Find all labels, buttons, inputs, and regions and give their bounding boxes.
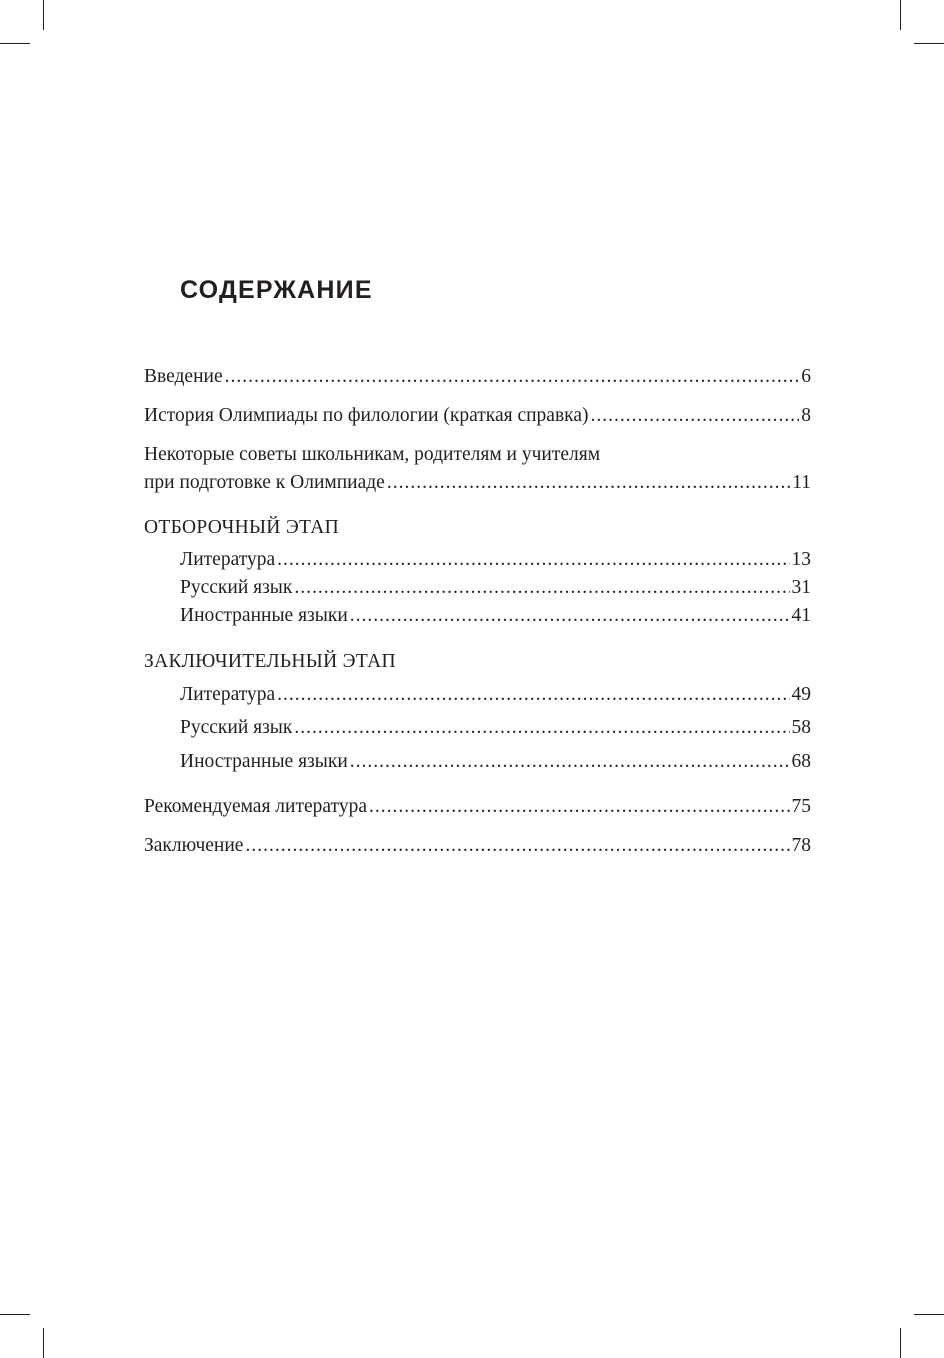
dot-leader bbox=[294, 714, 789, 741]
toc-entry-page: 31 bbox=[791, 577, 811, 598]
crop-mark-top-right-horizontal bbox=[914, 43, 944, 44]
toc-entry-qualifying-literature[interactable] bbox=[180, 546, 811, 573]
toc-entry-history[interactable] bbox=[144, 402, 811, 429]
toc-entry-label: История Олимпиады по филологии (краткая справка) bbox=[144, 405, 589, 426]
toc-entry-label: Рекомендуемая литература bbox=[144, 796, 367, 817]
toc-entry-advice-line1: Некоторые советы школьникам, родителям и учителям bbox=[144, 444, 601, 465]
toc-entry-final-russian[interactable] bbox=[180, 714, 811, 741]
toc-entry-final-literature[interactable] bbox=[180, 681, 811, 708]
toc-entry-conclusion[interactable] bbox=[144, 832, 811, 859]
dot-leader bbox=[350, 602, 790, 629]
dot-leader bbox=[225, 363, 800, 390]
crop-mark-bottom-right-vertical bbox=[900, 1328, 901, 1358]
toc-entry-page: 49 bbox=[791, 684, 811, 705]
toc-entry-label: Русский язык bbox=[180, 717, 293, 738]
toc-entry-recommended[interactable] bbox=[144, 793, 811, 820]
dot-leader bbox=[245, 832, 789, 859]
dot-leader bbox=[369, 793, 790, 820]
toc-entry-qualifying-russian[interactable] bbox=[180, 574, 811, 601]
crop-mark-bottom-right-horizontal bbox=[914, 1314, 944, 1315]
section-heading-final: ЗАКЛЮЧИТЕЛЬНЫЙ ЭТАП bbox=[144, 651, 396, 672]
toc-entry-label: Введение bbox=[144, 366, 223, 387]
dot-leader bbox=[277, 681, 789, 708]
toc-entry-label: Иностранные языки bbox=[180, 605, 348, 626]
dot-leader bbox=[350, 748, 790, 775]
dot-leader bbox=[277, 546, 789, 573]
toc-entry-page: 8 bbox=[801, 405, 811, 426]
toc-entry-qualifying-foreign[interactable] bbox=[180, 602, 811, 629]
section-heading-qualifying: ОТБОРОЧНЫЙ ЭТАП bbox=[144, 517, 340, 538]
toc-entry-label: при подготовке к Олимпиаде bbox=[144, 472, 385, 493]
crop-mark-top-right-vertical bbox=[900, 0, 901, 30]
toc-entry-final-foreign[interactable] bbox=[180, 748, 811, 775]
crop-mark-bottom-left-horizontal bbox=[0, 1314, 30, 1315]
page-title: СОДЕРЖАНИЕ bbox=[180, 276, 373, 304]
dot-leader bbox=[590, 402, 799, 429]
toc-entry-intro[interactable] bbox=[144, 363, 811, 390]
crop-mark-top-left-horizontal bbox=[0, 43, 30, 44]
toc-entry-page: 68 bbox=[791, 751, 811, 772]
crop-mark-top-left-vertical bbox=[43, 0, 44, 30]
dot-leader bbox=[387, 469, 790, 496]
dot-leader bbox=[294, 574, 789, 601]
toc-entry-page: 13 bbox=[791, 549, 811, 570]
crop-mark-bottom-left-vertical bbox=[43, 1328, 44, 1358]
toc-entry-label: Русский язык bbox=[180, 577, 293, 598]
toc-entry-page: 6 bbox=[801, 366, 811, 387]
toc-entry-page: 11 bbox=[792, 472, 811, 493]
toc-entry-page: 78 bbox=[791, 835, 811, 856]
toc-entry-page: 41 bbox=[791, 605, 811, 626]
toc-entry-page: 58 bbox=[791, 717, 811, 738]
toc-entry-label: Иностранные языки bbox=[180, 751, 348, 772]
toc-entry-label: Литература bbox=[180, 684, 276, 705]
toc-entry-label: Литература bbox=[180, 549, 276, 570]
toc-entry-page: 75 bbox=[791, 796, 811, 817]
toc-entry-label: Заключение bbox=[144, 835, 244, 856]
toc-entry-advice[interactable] bbox=[144, 469, 811, 496]
